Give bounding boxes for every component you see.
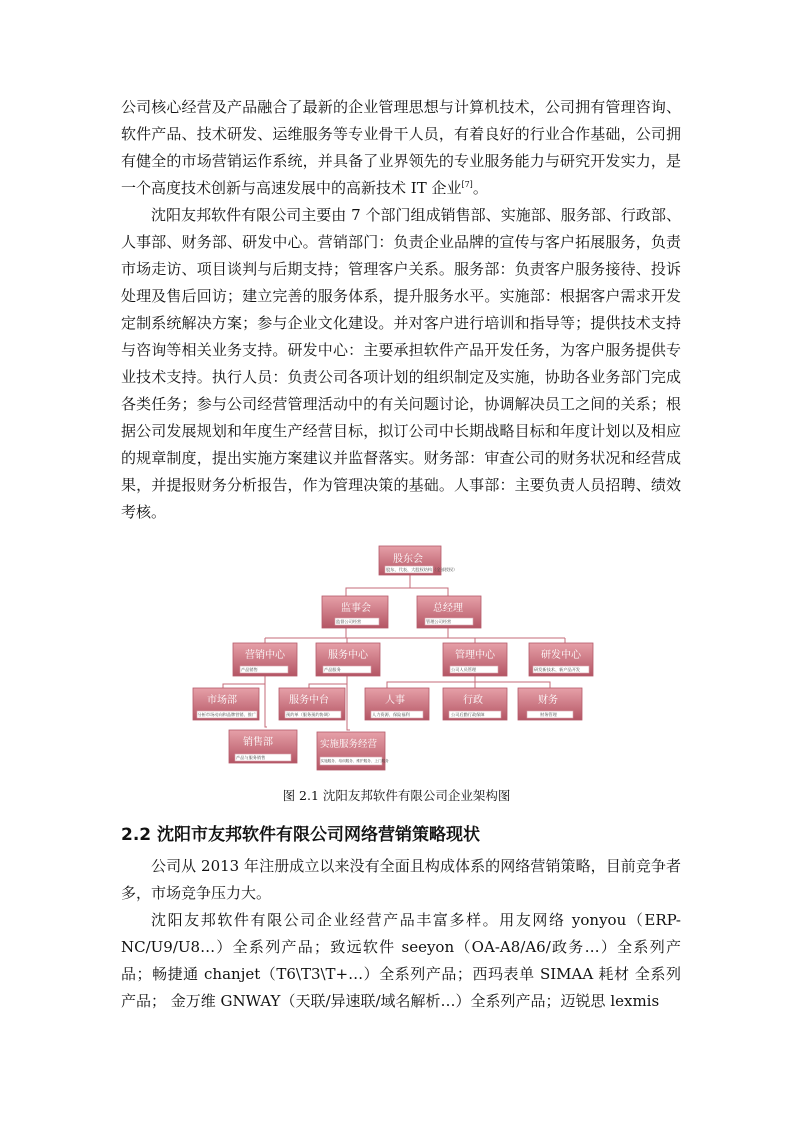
node-sub: 公司人员管理 — [451, 667, 477, 672]
node-label: 监事会 — [341, 603, 371, 614]
node-zongjingli — [417, 596, 481, 628]
node-shishi — [317, 732, 389, 770]
node-sub: 产品与服务销售 — [236, 755, 266, 760]
figure-caption: 图 2.1 沈阳友邦软件有限公司企业架构图 — [282, 788, 511, 803]
node-gudonghui — [379, 546, 457, 575]
node-sub: 人力资源、保险福利 — [372, 712, 410, 717]
node-label: 销售部 — [243, 737, 273, 748]
node-label: 市场部 — [207, 695, 237, 706]
paragraph-departments: 沈阳友邦软件有限公司主要由 7 个部门组成销售部、实施部、服务部、行政部、人事部、财务部、研发中心。营销部门：负责企业品牌的宣传与客户拓展服务，负责市场走访、项目谈判与后期支持；管理客户关系。服务部：负责客户服务接待、投诉处理及售后回访；建立完善的服务体系，提升服务水平。实施部：根据客户需求开发定制系统解决方案；参与企业文化建设。并对客户进行培训和指导等；提供技术支持与咨询等相关业务支持。研发中心：主要承担软件产品开发任务，为客户服务提供专业技术支持。执行人员：负责公司各项计划的组织制定及实施，协助各业务部门完成各类任务；参与公司经营管理活动中的有关问题讨论，协调解决员工之间的关系；根据公司发展规划和年度生产经营目标，拟订公司中长期战略目标和年度计划以及相应的规章制度，提出实施方案建议并监督落实。财务部：审查公司的财务状况和经营成果，并提报财务分析报告，作为管理决策的基础。人事部：主要负责人员招聘、绩效考核。 — [121, 206, 681, 521]
node-label: 人事 — [385, 695, 405, 706]
node-jianshihui — [322, 596, 388, 628]
node-sub: 分析市场动向和品牌营销、推广 — [197, 712, 257, 717]
node-sub: 预约单（服务预约协调） — [286, 712, 333, 717]
node-fuwuzhongtai — [279, 688, 345, 720]
node-label: 行政 — [463, 695, 483, 706]
node-sub: 监督公司经营 — [336, 619, 362, 624]
node-xiaoshou — [229, 730, 297, 763]
node-renshi — [365, 688, 429, 720]
paragraph-text: 公司核心经营及产品融合了最新的企业管理思想与计算机技术，公司拥有管理咨询、软件产品、技术研发、运维服务等专业骨干人员，有着良好的行业合作基础，公司拥有健全的市场营销运作系统，并具备了业界领先的专业服务能力与研究开发实力，是一个高度技术创新与高速发展中的高新技术 IT 企业 — [121, 98, 681, 197]
paragraph-products: 沈阳友邦软件有限公司企业经营产品丰富多样。用友网络 yonyou（ERP-NC/U9/U8…）全系列产品；致远软件 seeyon（OA-A8/A6/政务…）全系列产品；畅捷通 chanjet（T6\T3\T+…）全系列产品；西玛表单 SIMAA 耗材 全系列产品； 金万维 GNWAY（天联/异速联/域名解析…）全系列产品；迈锐思 lexmis — [121, 911, 681, 1010]
node-shichang — [193, 688, 259, 720]
node-guanli — [443, 643, 507, 676]
node-sub: 公司后勤行政保障 — [451, 712, 485, 717]
node-caiwu — [518, 688, 582, 720]
node-label: 总经理 — [433, 603, 463, 614]
node-label: 财务 — [538, 695, 558, 706]
paragraph-marketing-status: 公司从 2013 年注册成立以来没有全面且构成体系的网络营销策略，目前竞争者多，市场竞争压力大。 — [121, 857, 681, 902]
node-label: 管理中心 — [455, 650, 495, 661]
node-label: 股东会 — [393, 554, 423, 565]
node-sub: 股东、代表、大股权结构（全部授权） — [386, 567, 458, 572]
node-label: 服务中台 — [289, 695, 329, 706]
node-xingzheng — [443, 688, 507, 720]
node-sub: 实施服务、培训服务、维护服务、上门服务 — [320, 759, 389, 763]
paragraph-end: 。 — [472, 179, 488, 197]
node-sub: 研发新技术、新产品开发 — [534, 667, 581, 672]
node-sub: 产品服务 — [324, 667, 341, 672]
citation-ref: [7] — [461, 180, 473, 189]
node-sub: 产品销售 — [241, 667, 258, 672]
node-sub: 财务管理 — [540, 712, 557, 717]
node-yanfa — [529, 643, 593, 676]
node-label: 实施服务经营 — [320, 739, 378, 750]
node-label: 服务中心 — [328, 650, 368, 661]
node-fuwu — [316, 643, 380, 676]
node-yingxiao — [233, 643, 297, 676]
node-label: 营销中心 — [245, 650, 285, 661]
node-sub: 管理公司经营 — [426, 619, 452, 624]
node-label: 研发中心 — [541, 650, 581, 661]
paragraph-company-overview — [121, 94, 681, 202]
section-heading: 2.2 沈阳市友邦软件有限公司网络营销策略现状 — [121, 825, 481, 845]
org-chart — [185, 540, 605, 780]
